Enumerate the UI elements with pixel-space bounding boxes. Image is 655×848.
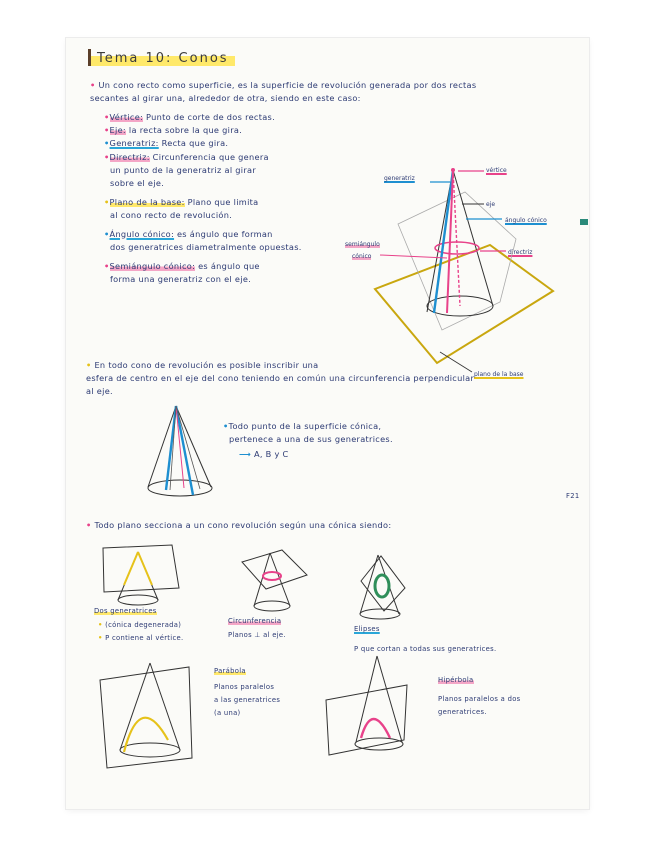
vertex-point (451, 168, 455, 172)
def-directriz-2: un punto de la generatriz al girar (110, 165, 257, 175)
section-parabola-2: a las generatrices (214, 696, 281, 704)
label-semiangulo: semiángulo (345, 241, 380, 248)
label-angulo-conico: ángulo cónico (505, 217, 547, 224)
intro-line-2: secantes al girar una, alrededor de otra, siendo en este caso: (90, 93, 361, 103)
sphere-line-1: • En todo cono de revolución es posible inscribir una (86, 360, 319, 370)
section-hiperbola-1: Planos paralelos a dos (438, 695, 521, 703)
page-number: F21 (566, 492, 580, 500)
section-hiperbola: Hipérbola (438, 676, 474, 684)
section-diagram-hiperbola (326, 656, 407, 755)
label-eje: eje (486, 201, 496, 208)
def-eje: •Eje: la recta sobre la que gira. (104, 125, 243, 135)
section-diagram-parabola (100, 663, 192, 768)
surface-line-2: pertenece a una de sus generatrices. (229, 434, 393, 444)
label-vertice: vértice (486, 167, 507, 174)
main-cone-diagram (375, 168, 588, 372)
sphere-cone-diagram (148, 406, 212, 496)
label-directriz: directriz (508, 249, 533, 256)
def-plano-base-2: al cono recto de revolución. (110, 210, 233, 220)
section-parabola: Parábola (214, 667, 246, 675)
section-parabola-1: Planos paralelos (214, 683, 275, 691)
section-elipses: Elipses (354, 625, 380, 633)
label-conico: cónico (352, 253, 372, 260)
section-dos-generatrices: Dos generatrices (94, 607, 157, 615)
def-semiangulo: •Semiángulo cónico: es ángulo que (104, 261, 260, 271)
sections-intro: • Todo plano secciona a un cono revolución según una cónica siendo: (86, 520, 392, 530)
intro-line-1: • Un cono recto como superficie, es la superficie de revolución generada por dos rectas (90, 80, 477, 90)
label-generatriz: generatriz (384, 175, 415, 182)
section-diagram-dos-generatrices (103, 545, 179, 605)
label-plano-base: plano de la base (474, 371, 524, 378)
base-plane (375, 245, 553, 363)
arrow-plano-base (440, 352, 472, 372)
section-dos-generatrices-2: • P contiene al vértice. (98, 634, 184, 642)
section-diagram-circunferencia (242, 550, 307, 611)
surface-line-1: •Todo punto de la superficie cónica, (223, 421, 382, 431)
section-elipses-1: P que cortan a todas sus generatrices. (354, 645, 497, 653)
section-parabola-3: (a una) (214, 709, 241, 717)
surface-points: ⟶ A, B y C (239, 449, 289, 459)
edge-mark (580, 219, 588, 225)
section-dos-generatrices-1: • (cónica degenerada) (98, 621, 182, 629)
section-circunferencia-1: Planos ⊥ al eje. (228, 631, 286, 639)
section-circunferencia: Circunferencia (228, 617, 282, 625)
section-diagram-elipse (360, 555, 405, 619)
def-vertice: •Vértice: Punto de corte de dos rectas. (104, 112, 276, 122)
page-title: Tema 10: Conos (88, 49, 235, 66)
def-angulo: •Ángulo cónico: es ángulo que forman (104, 229, 273, 239)
def-generatriz: •Generatriz: Recta que gira. (104, 138, 229, 148)
sphere-line-3: al eje. (86, 386, 113, 396)
def-directriz: •Directriz: Circunferencia que genera (104, 152, 269, 162)
sphere-line-2: esfera de centro en el eje del cono teniendo en común una circunferencia perpendicular (86, 373, 475, 383)
section-hiperbola-2: generatrices. (438, 708, 487, 716)
def-plano-base: •Plano de la base: Plano que limita (104, 197, 259, 207)
def-angulo-2: dos generatrices diametralmente opuestas. (110, 242, 302, 252)
def-semiangulo-2: forma una generatriz con el eje. (110, 274, 252, 284)
def-directriz-3: sobre el eje. (110, 178, 165, 188)
